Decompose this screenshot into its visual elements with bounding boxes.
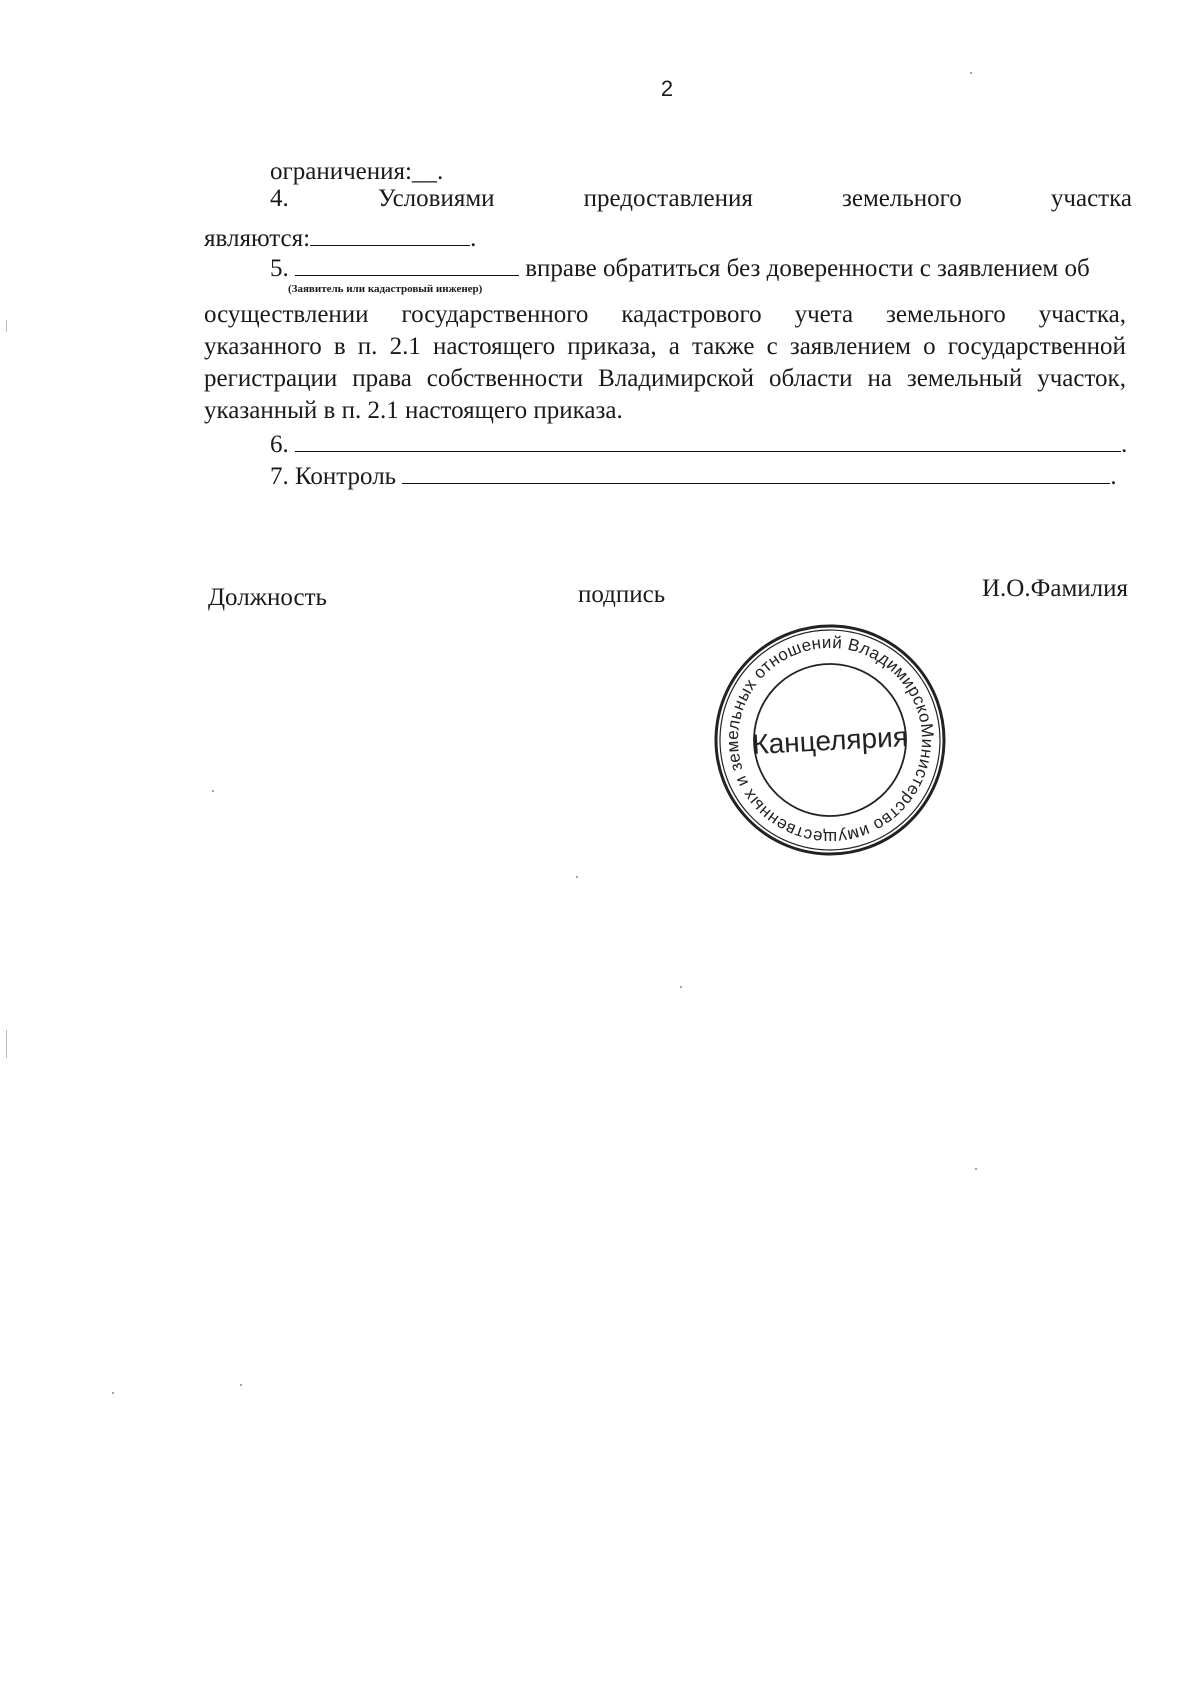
word: собственности (426, 365, 584, 392)
word: с (766, 333, 778, 360)
para-5-line-2 (204, 300, 1126, 330)
scan-edge-mark (6, 1030, 7, 1058)
word: государственной (947, 333, 1126, 360)
para-4-word-3: земельного (842, 185, 962, 212)
para-4-blank (310, 225, 470, 246)
word: кадастрового (621, 301, 762, 328)
para-4-end: . (470, 225, 477, 252)
stamp-seal (710, 620, 950, 860)
word: регистрации (204, 365, 338, 392)
scan-speck (970, 72, 972, 74)
para-6-number: 6. (270, 431, 289, 458)
scan-speck (240, 1384, 242, 1386)
word: области (768, 365, 853, 392)
scan-speck (112, 1392, 114, 1394)
para-4-word-2: предоставления (583, 185, 753, 212)
scan-speck (680, 986, 682, 988)
para-4-number: 4. (270, 185, 289, 212)
para-5-caption: (Заявитель или кадастровый инженер) (288, 283, 483, 295)
word: а (668, 333, 680, 360)
word: о (923, 333, 936, 360)
stamp-ring-text: Министерство имущественных и земельных отношений Владимирской (722, 632, 938, 848)
word: настоящего (432, 333, 556, 360)
word: государственного (401, 301, 589, 328)
para-7-end: . (1110, 463, 1117, 490)
word: п. (357, 333, 378, 360)
word: приказа, (567, 333, 657, 360)
word: земельный (906, 365, 1023, 392)
scan-speck (576, 876, 578, 878)
stamp-center-text: Канцелярия (751, 720, 909, 761)
signature-position: Должность (208, 584, 327, 611)
word: земельного (885, 301, 1006, 328)
para-5-line-3 (204, 332, 1126, 362)
para-7-blank (402, 463, 1110, 484)
scan-edge-mark (6, 320, 7, 332)
para-5-number: 5. (270, 255, 289, 282)
word: также (691, 333, 755, 360)
scan-speck (212, 790, 214, 792)
para-6-end: . (1121, 431, 1128, 458)
word: в (333, 333, 346, 360)
word: участок, (1037, 365, 1126, 392)
word: осуществлении (204, 301, 369, 328)
word: Владимирской (598, 365, 754, 392)
para-4-line-1 (270, 184, 1132, 214)
para-6 (270, 430, 1127, 460)
para-5-line-1 (270, 254, 1090, 284)
para-7-label: 7. Контроль (270, 463, 397, 490)
para-4-line-2 (204, 224, 476, 254)
word: права (352, 365, 412, 392)
word: заявлением (789, 333, 912, 360)
para-4-word-4: участка (1050, 185, 1132, 212)
word: учета (794, 301, 854, 328)
para-6-blank (295, 431, 1121, 452)
scan-speck (975, 1168, 977, 1170)
para-5-text: вправе обратиться без доверенности с заявлением об (525, 255, 1090, 282)
para-5-blank (295, 255, 519, 276)
word: на (867, 365, 892, 392)
para-5-line-5: указанный в п. 2.1 настоящего приказа. (204, 397, 623, 424)
para-7 (270, 462, 1117, 492)
para-3-tail: ограничения:__. (270, 158, 444, 185)
signature-name: И.О.Фамилия (982, 575, 1129, 602)
para-5-line-4 (204, 364, 1126, 394)
signature-sign: подпись (578, 581, 666, 608)
word: участка, (1038, 301, 1126, 328)
para-4-word-1: Условиями (377, 185, 495, 212)
page-number: 2 (660, 76, 674, 101)
para-4-cont: являются: (204, 225, 311, 252)
word: 2.1 (389, 333, 421, 360)
word: указанного (204, 333, 322, 360)
